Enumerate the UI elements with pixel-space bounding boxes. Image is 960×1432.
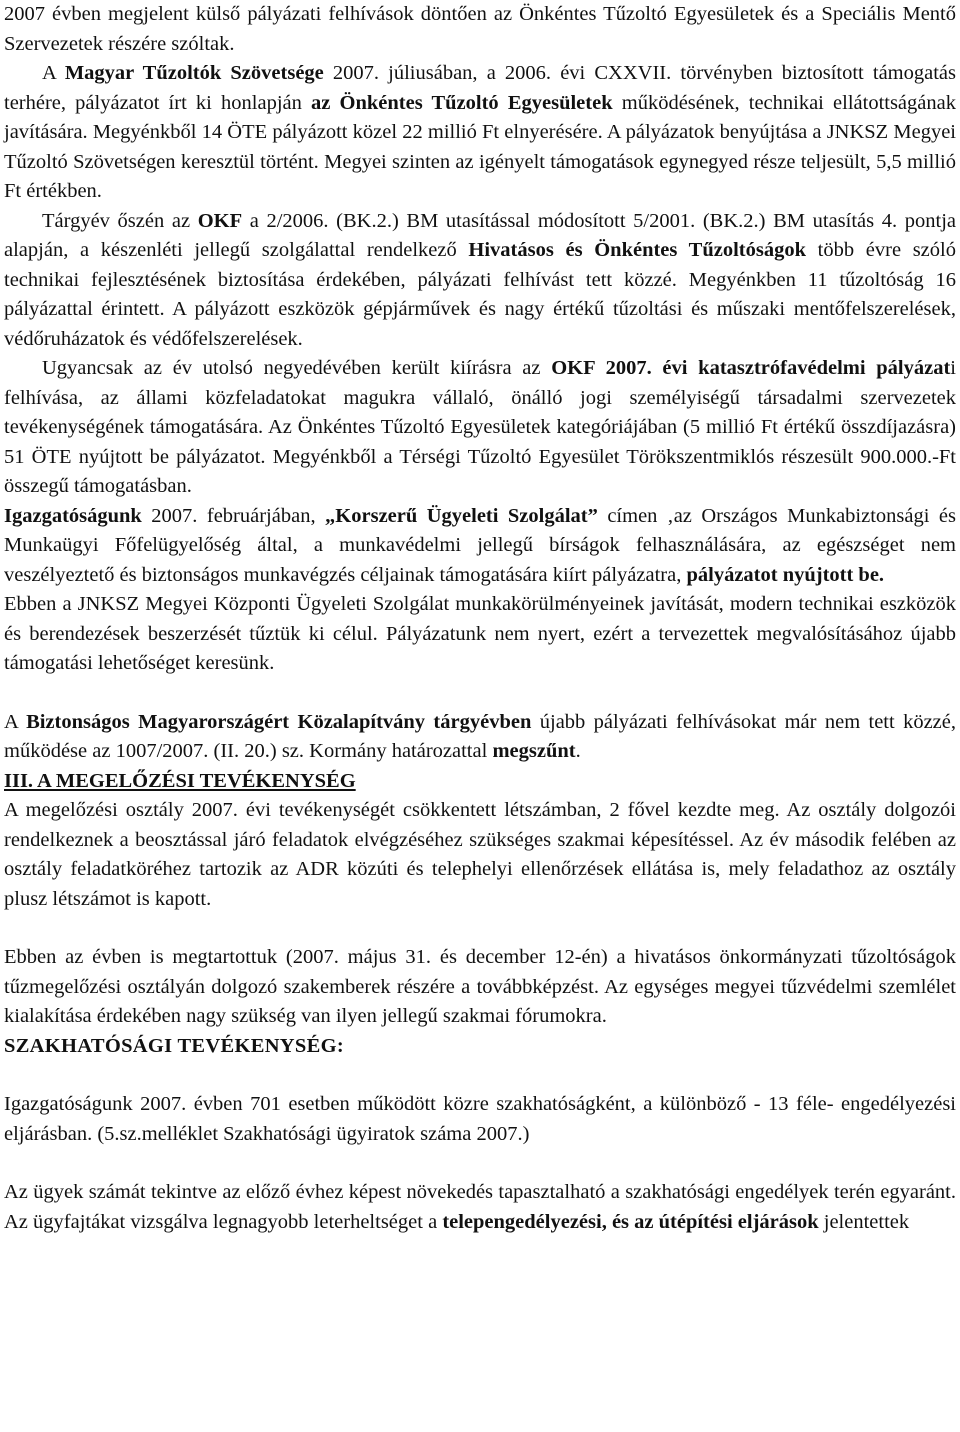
- text: jelentettek: [818, 1210, 910, 1233]
- text: 2007. februárjában,: [141, 504, 326, 527]
- text: több évre szóló technikai fejlesztésének biztosítása érdekében, pályázati felhívást tett közzé. Megyénkben 11 tűzoltóság 16 pályázattal érintett. A pályázott eszközök gépjárművek és nagy értékű tűzoltási és műszaki mentőfelszerelések, védőruházatok és védőfelszerelések.: [4, 239, 956, 350]
- text: Ebben az évben is megtartottuk (2007. május 31. és december 12-én) a hivatásos önkormányzati tűzoltóságok tűzmegelőzési osztályán dolgozó szakemberek részére a továbbképzést. Az egységes megyei tűzvédelmi szemlélet kialakítása érdekében nagy szükség van ilyen jellegű szakmai fórumokra.: [4, 946, 956, 1027]
- paragraph-okf: [4, 207, 956, 355]
- paragraph-szakhatosag-701: [4, 1090, 956, 1149]
- section-heading-megelozes: III. A MEGELŐZÉSI TEVÉKENYSÉG: [4, 769, 356, 792]
- bold-text: megszűnt: [492, 740, 576, 762]
- section-heading-szakhatosagi: SZAKHATÓSÁGI TEVÉKENYSÉG:: [4, 1034, 344, 1057]
- bold-text: Biztonságos Magyarországért Közalapítvány tárgyévben: [26, 710, 532, 733]
- paragraph-external-calls: [4, 0, 956, 59]
- bold-text: „Korszerű Ügyeleti Szolgálat”: [325, 504, 598, 527]
- paragraph-mtsz: [4, 59, 956, 207]
- bold-text: OKF: [197, 209, 243, 232]
- text: .: [575, 740, 581, 762]
- text: a 2/2006. (BK.2.) BM utasítással módosított 5/2001. (BK.2.) BM utasítás 4. pontja alapján, a készenléti jellegű szolgálattal rendelkező: [4, 209, 956, 261]
- paragraph-jnksz-ugyelet: [4, 590, 956, 679]
- text: A megelőzési osztály 2007. évi tevékenységét csökkentett létszámban, 2 fővel kezdte meg. Az osztály dolgozói rendelkeznek a beosztással járó feladatok elvégzéséhez szükséges szakmai képesítéssel. Az év második felében az osztály feladatköréhez tartozik az ADR közúti és telephelyi ellenőrzések ellátása is, mely feladathoz az osztály plusz létszámot is kapott.: [4, 799, 956, 910]
- text: Ugyancsak az év utolsó negyedévében került kiírásra az: [42, 357, 552, 379]
- text: Igazgatóságunk 2007. évben 701 esetben működött közre szakhatóságként, a különböző - 13 féle- engedélyezési eljárásban. (5.sz.melléklet Szakhatósági ügyiratok száma 2007.): [4, 1093, 956, 1145]
- text: Ebben a JNKSZ Megyei Központi Ügyeleti Szolgálat munkakörülményeinek javítását, modern technikai eszközök és berendezések beszerzését tűztük ki célul. Pályázatunk nem nyert, ezért a tervezettek megvalósításához újabb támogatási lehetőséget keresünk.: [4, 593, 956, 674]
- text: A: [42, 62, 65, 84]
- text: 2007. júliusában, a 2006. évi CXXVII. törvényben biztosított támogatás terhére, pályázatot írt ki honlapján: [4, 62, 956, 114]
- paragraph-okf-2007: [4, 354, 956, 502]
- text: 2007 évben megjelent külső pályázati felhívások döntően az Önkéntes Tűzoltó Egyesületek és a Speciális Mentő Szervezetek részére szóltak.: [4, 3, 956, 55]
- paragraph-tovabbkepzes: [4, 943, 956, 1032]
- text: Tárgyév őszén az: [42, 209, 198, 232]
- paragraph-korszeru-ugyeleti: [4, 502, 956, 591]
- bold-text: Magyar Tűzoltók Szövetsége: [64, 62, 324, 84]
- text: újabb pályázati felhívásokat már nem tett közzé, működése az 1007/2007. (II. 20.) sz. Kormány határozattal: [4, 710, 956, 762]
- bold-text: Igazgatóságunk: [4, 504, 142, 527]
- bold-text: Hivatásos és Önkéntes Tűzoltóságok: [468, 239, 806, 261]
- paragraph-kozalapitvany: [4, 708, 956, 767]
- bold-text: az Önkéntes Tűzoltó Egyesületek: [311, 91, 613, 114]
- text: működésének, technikai ellátottságának javítására. Megyénkből 14 ÖTE pályázott közel 22 millió Ft elnyerésére. A pályázatok benyújtása a JNKSZ Megyei Tűzoltó Szövetségen keresztül történt. Megyei szinten az igényelt támogatások egynegyed része teljesült, 5,5 millió Ft értékben.: [4, 91, 956, 202]
- text: Az ügyek számát tekintve az előző évhez képest növekedés tapasztalható a szakhatósági engedélyek terén egyaránt. Az ügyfajtákat vizsgálva legnagyobb leterheltséget a: [4, 1181, 956, 1233]
- text: A: [4, 710, 27, 733]
- text: i felhívása, az állami közfeladatokat magukra vállaló, önálló jogi személyiségű társadalmi szervezetek tevékenységének támogatására. Az Önkéntes Tűzoltó Egyesületek kategóriájában (5 millió Ft értékű összdíjazásra) 51 ÖTE nyújtott be pályázatot. Megyénkből a Térségi Tűzoltó Egyesület Törökszentmiklós részesült 900.000.-Ft összegű támogatásban.: [4, 357, 956, 497]
- bold-text: telepengedélyezési, és az útépítési eljárások: [442, 1210, 819, 1233]
- bold-text: pályázatot nyújtott be.: [686, 563, 885, 586]
- bold-text: OKF 2007. évi katasztrófavédelmi pályázat: [551, 357, 951, 379]
- text: címen ‚az Országos Munkabiztonsági és Munkaügyi Főfelügyelőség által, a munkavédelmi jellegű bírságok felhasználására, az egészséget nem veszélyeztető és biztonságos munkavégzés céljainak támogatására kiírt pályázatra,: [4, 504, 956, 586]
- paragraph-ugyek-szama: [4, 1178, 956, 1237]
- paragraph-megelozesi-osztaly: [4, 796, 956, 914]
